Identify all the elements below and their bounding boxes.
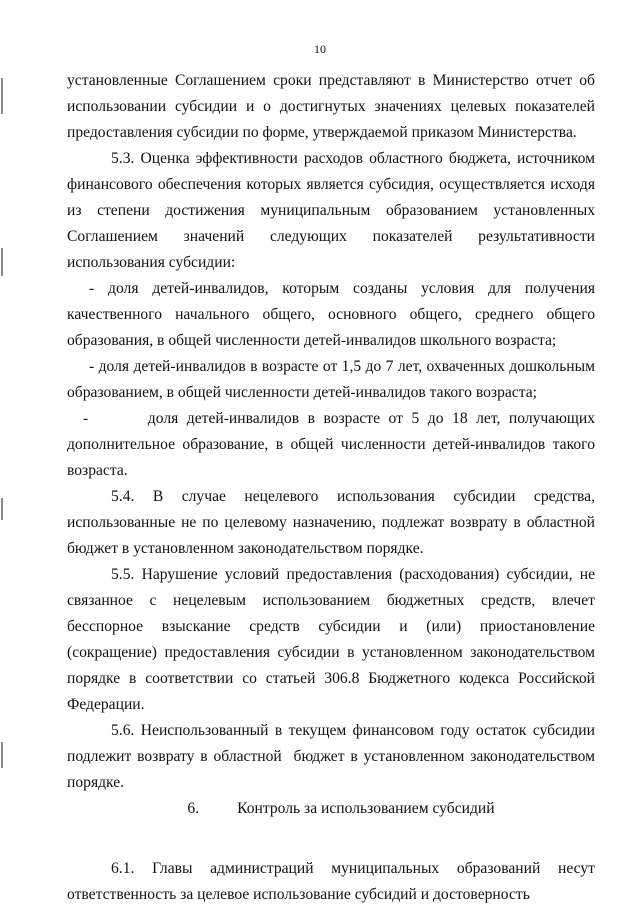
bullet-item-1: - доля детей-инвалидов, которым созданы условия для получения качественного начального общего, основного общего, среднего общего образования, в общей численности детей-инвалидов школьного возраста; xyxy=(67,280,595,349)
section-spacer xyxy=(67,822,595,856)
paragraph-5-4: 5.4. В случае нецелевого использования субсидии средства, использованные не по целевому назначению, подлежат возврату в областной бюджет в установленном законодательством порядке. xyxy=(67,488,595,557)
section-heading xyxy=(77,796,605,822)
bullet-item-3: - доля детей-инвалидов в возрасте от 5 до 18 лет, получающих дополнительное образование, в общей численности детей-инвалидов такого возраста. xyxy=(67,410,599,479)
scan-edge-mark-bottom xyxy=(1,742,3,768)
paragraph-5-6: 5.6. Неиспользованный в текущем финансовом году остаток субсидии подлежит возврату в областной бюджет в установленном законодательством порядке. xyxy=(67,722,599,791)
paragraph-6-1: 6.1. Главы администраций муниципальных образований несут ответственность за целевое использование субсидий и достоверность xyxy=(67,860,595,903)
section-number: 6. xyxy=(187,800,200,817)
page-number: 10 xyxy=(314,42,326,56)
bullet-item-2: - доля детей-инвалидов в возрасте от 1,5 до 7 лет, охваченных дошкольным образованием, в общей численности детей-инвалидов такого возраста; xyxy=(67,358,595,401)
paragraph-5-5: 5.5. Нарушение условий предоставления (расходования) субсидии, не связанное с нецелевым использованием бюджетных средств, влечет бесспорное взыскание средств субсидии и (или) приостановление (сокращение) предоставления субсидии в установленном законодательством порядке в соответствии со статьей 306.8 Бюджетного кодекса Российской Федерации. xyxy=(67,566,595,713)
scan-edge-mark-middle xyxy=(1,248,3,276)
scan-edge-mark-lower xyxy=(1,498,3,520)
document-body xyxy=(67,68,599,908)
scan-edge-mark-top xyxy=(1,78,3,114)
section-title: Контроль за использованием субсидий xyxy=(237,800,495,817)
paragraph-5-3: 5.3. Оценка эффективности расходов областного бюджета, источником финансового обеспечения которых является субсидия, осуществляется исходя из степени достижения муниципальным образованием установленных Соглашением значений следующих показателей результативности использования субсидии: xyxy=(67,150,595,271)
paragraph-continuation: установленные Соглашением сроки представляют в Министерство отчет об использовании субсидии и о достигнутых значениях целевых показателей предоставления субсидии по форме, утверждаемой приказом Министерства. xyxy=(67,72,595,141)
